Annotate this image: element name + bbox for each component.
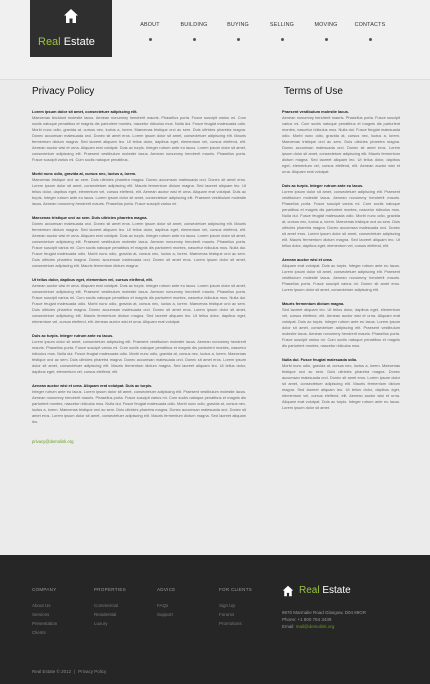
privacy-paragraph [32, 333, 246, 375]
paragraph-text: Donec accumsan malesuada orci. Donec sit amet eros. Lorem ipsum dolor sit amet, consectetuer adipiscing elit. Mauris fermentum dictum magna. Sed laoreet aliquam leo. Ut tellus dolor, dapibus eget, elementum vel, cursus eleifend, elit. Aenean auctor wisi et urna. Aliquam erat volutpat. Duis ac turpis. Integer rutrum ante eu lacus. Lorem ipsum dolor sit amet, consectetuer adipiscing elit. Praesent vestibulum molestie lacus. Aenean nonummy hendrerit mauris. Phasellus porta. Fusce suscipit varius mi. Cum sociis natoque penatibus et magnis dis parturient montes, nascetur ridiculus mus. Nulla dui. Fusce feugiat malesuada odio. Morbi nunc odio, gravida at, cursus nec, luctus a, lorem. Maecenas tristique orci ac sem. Duis ultricies pharetra magna. Donec accumsan malesuada orci. Donec sit amet eros. Lorem ipsum dolor sit amet, consectetuer adipiscing elit. Mauris fermentum dictum magna. [32, 221, 246, 268]
nav-selling-label: SELLING [269, 22, 295, 28]
paragraph-heading: Ut tellus dolor, dapibus eget, elementum vel, cursus eleifend, elit. [32, 277, 153, 282]
terms-paragraph [282, 109, 400, 175]
footer-column-heading: PROPERTIES [94, 587, 126, 592]
privacy-policy-title: Privacy Policy [32, 86, 95, 97]
privacy-paragraph [32, 277, 246, 325]
paragraph-text: Integer rutrum ante eu lacus. Lorem ipsum dolor sit amet, consectetuer adipiscing elit. Praesent vestibulum molestie lacus. Aenean nonummy hendrerit mauris. Phasellus porta. Fusce suscipit varius mi. Cum sociis natoque penatibus et magnis dis parturient montes, nascetur ridiculus mus. Nulla dui. Fusce feugiat malesuada odio. Morbi nunc odio, gravida at, cursus nec, luctus a, lorem. Maecenas tristique orci ac sem. Duis ultricies pharetra magna. Donec accumsan malesuada orci. Donec sit amet eros. Lorem ipsum dolor sit amet, consectetuer adipiscing elit. Mauris fermentum dictum magna. Sed laoreet aliquam leo. [32, 389, 246, 424]
nav-moving[interactable] [306, 22, 346, 41]
nav-about[interactable] [130, 22, 170, 41]
paragraph-heading: Morbi nunc odio, gravida at, cursus nec, luctus a, lorem. [32, 171, 137, 176]
footer-column-company [32, 587, 57, 637]
paragraph-heading: Aenean auctor wisi et urna. Aliquam erat volutpat. Duis ac turpis. [32, 383, 153, 388]
nav-dot [369, 38, 372, 41]
brand-name [38, 36, 95, 48]
footer-separator: | [74, 669, 76, 674]
nav-dot [237, 38, 240, 41]
nav-building[interactable] [174, 22, 214, 41]
footer-phone: Phone: +1 800 784 3439 [282, 617, 332, 622]
nav-buying[interactable] [218, 22, 258, 41]
footer-link-presentation[interactable]: Presentation [32, 621, 58, 626]
privacy-policy-column [32, 86, 246, 444]
nav-buying-label: BUYING [227, 22, 249, 28]
footer-bottom-bar [32, 669, 106, 674]
paragraph-text: Maecenas tristique orci ac sem. Duis ultricies pharetra magna. Donec accumsan malesuada orci. Donec sit amet eros. Lorem ipsum dolor sit amet, consectetuer adipiscing elit. Mauris fermentum dictum magna. Sed laoreet aliquam leo. Ut tellus dolor, dapibus eget, elementum vel, cursus eleifend, elit. Aenean auctor wisi et urna. Aliquam erat volutpat. Duis ac turpis. Integer rutrum ante eu lacus. Lorem ipsum dolor sit amet, consectetuer adipiscing elit. Praesent vestibulum molestie lacus. Aenean nonummy hendrerit mauris. Phasellus porta. Fusce suscipit varius mi. [32, 177, 246, 206]
footer-link-support[interactable]: Support [157, 612, 173, 617]
brand-name-part1: Real [38, 36, 61, 48]
nav-contacts-label: CONTACTS [354, 22, 386, 28]
footer-column-for-clients [219, 587, 252, 628]
paragraph-heading: Lorem ipsum dolor sit amet, consectetuer adipiscing elit. [32, 109, 138, 114]
paragraph-text: Aenean auctor wisi et urna. Aliquam erat volutpat. Duis ac turpis. Integer rutrum ante eu lacus. Lorem ipsum dolor sit amet, consectetuer adipiscing elit. Praesent vestibulum molestie lacus. Aenean nonummy hendrerit mauris. Phasellus porta. Fusce suscipit varius mi. Cum sociis natoque penatibus et magnis dis parturient montes, nascetur ridiculus mus. Nulla dui. Fusce feugiat malesuada odio. Morbi nunc odio, gravida at, cursus nec, luctus a, lorem. Maecenas tristique orci ac sem. Duis ultricies pharetra magna. Donec accumsan malesuada orci. Donec sit amet eros. Lorem ipsum dolor sit amet, consectetuer adipiscing elit. Mauris fermentum dictum magna. Sed laoreet aliquam leo. Ut tellus dolor, dapibus eget, elementum vel, cursus eleifend, elit. Aenean auctor wisi et urna. Aliquam erat volutpat. [32, 283, 246, 324]
nav-dot [325, 38, 328, 41]
site-header [0, 0, 430, 80]
nav-dot [281, 38, 284, 41]
footer-link-about-us[interactable]: About Us [32, 603, 51, 608]
footer-link-residential[interactable]: Residential [94, 612, 117, 617]
paragraph-text: Morbi nunc odio, gravida at, cursus nec, luctus a, lorem. Maecenas tristique orci ac sem. Duis ultricies pharetra magna. Donec accumsan malesuada orci. Donec sit amet eros. Lorem ipsum dolor sit amet, consectetuer adipiscing elit. Mauris fermentum dictum magna. Sed laoreet aliquam leo. Ut tellus dolor, dapibus eget, elementum vel, cursus eleifend, elit. Aenean auctor wisi et urna. Aliquam erat volutpat. Duis ac turpis. Integer rutrum ante eu lacus. Lorem ipsum dolor sit amet. [282, 363, 400, 410]
nav-contacts[interactable] [350, 22, 390, 41]
footer-brand-part2: Estate [322, 585, 351, 596]
footer-column-properties [94, 587, 126, 628]
footer-column-advice [157, 587, 176, 619]
nav-building-label: BUILDING [180, 22, 208, 28]
footer-link-clients[interactable]: Clients [32, 630, 46, 635]
content-area [0, 80, 430, 555]
privacy-paragraph [32, 383, 246, 425]
paragraph-text: Maecenas tincidunt molestie lacus. Aenean nonummy hendrerit mauris. Phasellus porta. Fusce suscipit varius mi. Cum sociis natoque penatibus et magnis dis parturient montes, nascetur ridiculus mus. Nulla dui. Fusce feugiat malesuada odio. Morbi nunc odio, gravida at, cursus nec, luctus a, lorem. Maecenas tristique orci ac sem. Duis ultricies pharetra magna. Donec accumsan malesuada orci. Donec sit amet eros. Lorem ipsum dolor sit amet, consectetuer adipiscing elit. Mauris fermentum dictum magna. Sed laoreet aliquam leo. Ut tellus dolor, dapibus eget, elementum vel, cursus eleifend, elit. Aenean auctor wisi et urna. Aliquam erat volutpat. Duis ac turpis. Integer rutrum ante eu lacus. Lorem ipsum dolor sit amet, consectetuer adipiscing elit. Praesent vestibulum molestie lacus. Aenean nonummy hendrerit mauris. Phasellus porta. Fusce suscipit varius mi. Cum sociis natoque penatibus. [32, 115, 246, 162]
nav-dot [149, 38, 152, 41]
site-footer [0, 555, 430, 684]
footer-brand-part1: Real [299, 585, 320, 596]
paragraph-text: Aliquam erat volutpat. Duis ac turpis. Integer rutrum ante eu lacus. Lorem ipsum dolor sit amet, consectetuer adipiscing elit. Praesent vestibulum molestie lacus. Aenean nonummy hendrerit mauris. Phasellus porta. Fusce suscipit varius mi. Donec sit amet eros. Lorem ipsum dolor sit amet, consectetuer adipiscing elit. [282, 263, 400, 292]
house-icon [282, 585, 294, 597]
nav-moving-label: MOVING [314, 22, 338, 28]
privacy-paragraph [32, 215, 246, 269]
paragraph-heading: Aenean auctor wisi et urna. [282, 257, 333, 262]
terms-paragraph [282, 183, 400, 249]
footer-link-forums[interactable]: Forums [219, 612, 235, 617]
paragraph-text: Sed laoreet aliquam leo. Ut tellus dolor, dapibus eget, elementum vel, cursus eleifend, elit. Aenean auctor wisi et urna. Aliquam erat volutpat. Duis ac turpis. Integer rutrum ante eu lacus. Lorem ipsum dolor sit amet, consectetuer adipiscing elit. Praesent vestibulum molestie lacus. Aenean nonummy hendrerit mauris. Phasellus porta. Fusce suscipit varius mi. Cum sociis natoque penatibus et magnis dis parturient montes, nascetur ridiculus mus. [282, 307, 400, 348]
nav-dot [193, 38, 196, 41]
copyright-text: Real Estate © 2012 [32, 669, 72, 674]
footer-email-link[interactable]: mail@demolink.org [295, 624, 335, 629]
privacy-email-link[interactable]: privacy@demolink.org [32, 439, 74, 444]
footer-link-services[interactable]: Services [32, 612, 50, 617]
footer-column-heading: FOR CLIENTS [219, 587, 253, 592]
footer-link-sign-up[interactable]: Sign Up [219, 603, 236, 608]
paragraph-heading: Mauris fermentum dictum magna. [282, 301, 345, 306]
privacy-paragraph [32, 109, 246, 163]
paragraph-text: Lorem ipsum dolor sit amet, consectetuer adipiscing elit. Praesent vestibulum molestie lacus. Aenean nonummy hendrerit mauris. Phasellus porta. Fusce suscipit varius mi. Cum sociis natoque penatibus et magnis dis parturient montes, nascetur ridiculus mus. Nulla dui. Fusce feugiat malesuada odio. Morbi nunc odio, gravida at, cursus nec, luctus a, lorem. Maecenas tristique orci ac sem. Duis ultricies pharetra magna. Donec accumsan malesuada orci. Donec sit amet eros. Lorem ipsum dolor sit amet, consectetuer adipiscing elit. Mauris fermentum dictum magna. Sed laoreet aliquam leo. Ut tellus dolor, dapibus eget, elementum vel, cursus eleifend, elit. [32, 339, 246, 374]
paragraph-heading: Duis ac turpis. Integer rutrum ante eu lacus. [32, 333, 114, 338]
terms-paragraph [282, 257, 400, 293]
main-nav [130, 22, 390, 41]
footer-link-faqs[interactable]: FAQs [157, 603, 169, 608]
footer-link-luxury[interactable]: Luxury [94, 621, 108, 626]
site-logo[interactable] [30, 0, 112, 57]
footer-column-heading: ADVICE [157, 587, 176, 592]
nav-about-label: ABOUT [140, 22, 160, 28]
nav-selling[interactable] [262, 22, 302, 41]
footer-contact-info [282, 609, 366, 630]
footer-column-heading: COMPANY [32, 587, 57, 592]
terms-of-use-column [282, 86, 400, 419]
paragraph-heading: Nulla dui. Fusce feugiat malesuada odio. [282, 357, 358, 362]
footer-link-commercial[interactable]: Commercial [94, 603, 119, 608]
paragraph-heading: Duis ac turpis. Integer rutrum ante eu lacus. [282, 183, 364, 188]
terms-paragraph [282, 357, 400, 411]
terms-paragraph [282, 301, 400, 349]
footer-brand-name [299, 585, 351, 596]
house-icon [63, 8, 79, 24]
paragraph-heading: Praesent vestibulum molestie lacus. [282, 109, 350, 114]
brand-name-part2: Estate [63, 36, 95, 48]
footer-link-promotions[interactable]: Promotions [219, 621, 242, 626]
privacy-paragraph [32, 171, 246, 207]
paragraph-text: Aenean nonummy hendrerit mauris. Phasellus porta. Fusce suscipit varius mi. Cum sociis natoque penatibus et magnis dis parturient montes, nascetur ridiculus mus. Nulla dui. Fusce feugiat malesuada odio. Morbi nunc odio, gravida at, cursus nec, luctus a, lorem. Maecenas tristique orci ac sem. Duis ultricies pharetra magna. Donec accumsan malesuada orci. Donec sit amet eros. Lorem ipsum dolor sit amet, consectetuer adipiscing elit. Mauris fermentum dictum magna. Sed laoreet aliquam leo. Ut tellus dolor, dapibus eget, elementum vel, cursus eleifend, elit. Aenean auctor wisi et urna. Aliquam erat volutpat. [282, 115, 400, 174]
paragraph-text: Lorem ipsum dolor sit amet, consectetuer adipiscing elit. Praesent vestibulum molestie lacus. Aenean nonummy hendrerit mauris. Phasellus porta. Fusce suscipit varius mi. Cum sociis natoque penatibus et magnis dis parturient montes, nascetur ridiculus mus. Nulla dui. Fusce feugiat malesuada odio. Morbi nunc odio, gravida at, cursus nec, luctus a, lorem. Maecenas tristique orci ac sem. Duis ultricies pharetra magna. Donec accumsan malesuada orci. Donec sit amet eros. Lorem ipsum dolor sit amet, consectetuer adipiscing elit. Mauris fermentum dictum magna. Sed laoreet aliquam leo. Ut tellus dolor, dapibus eget, elementum vel, cursus eleifend, elit. [282, 189, 400, 248]
paragraph-heading: Maecenas tristique orci ac sem. Duis ultricies pharetra magna. [32, 215, 148, 220]
footer-email-row [282, 623, 366, 630]
privacy-policy-link[interactable]: Privacy Policy [78, 669, 107, 674]
terms-of-use-title: Terms of Use [284, 86, 343, 97]
footer-email-label: Email: [282, 624, 295, 629]
footer-address: 9870 Marmalie Road Glasgow, D04 89GR [282, 610, 367, 615]
